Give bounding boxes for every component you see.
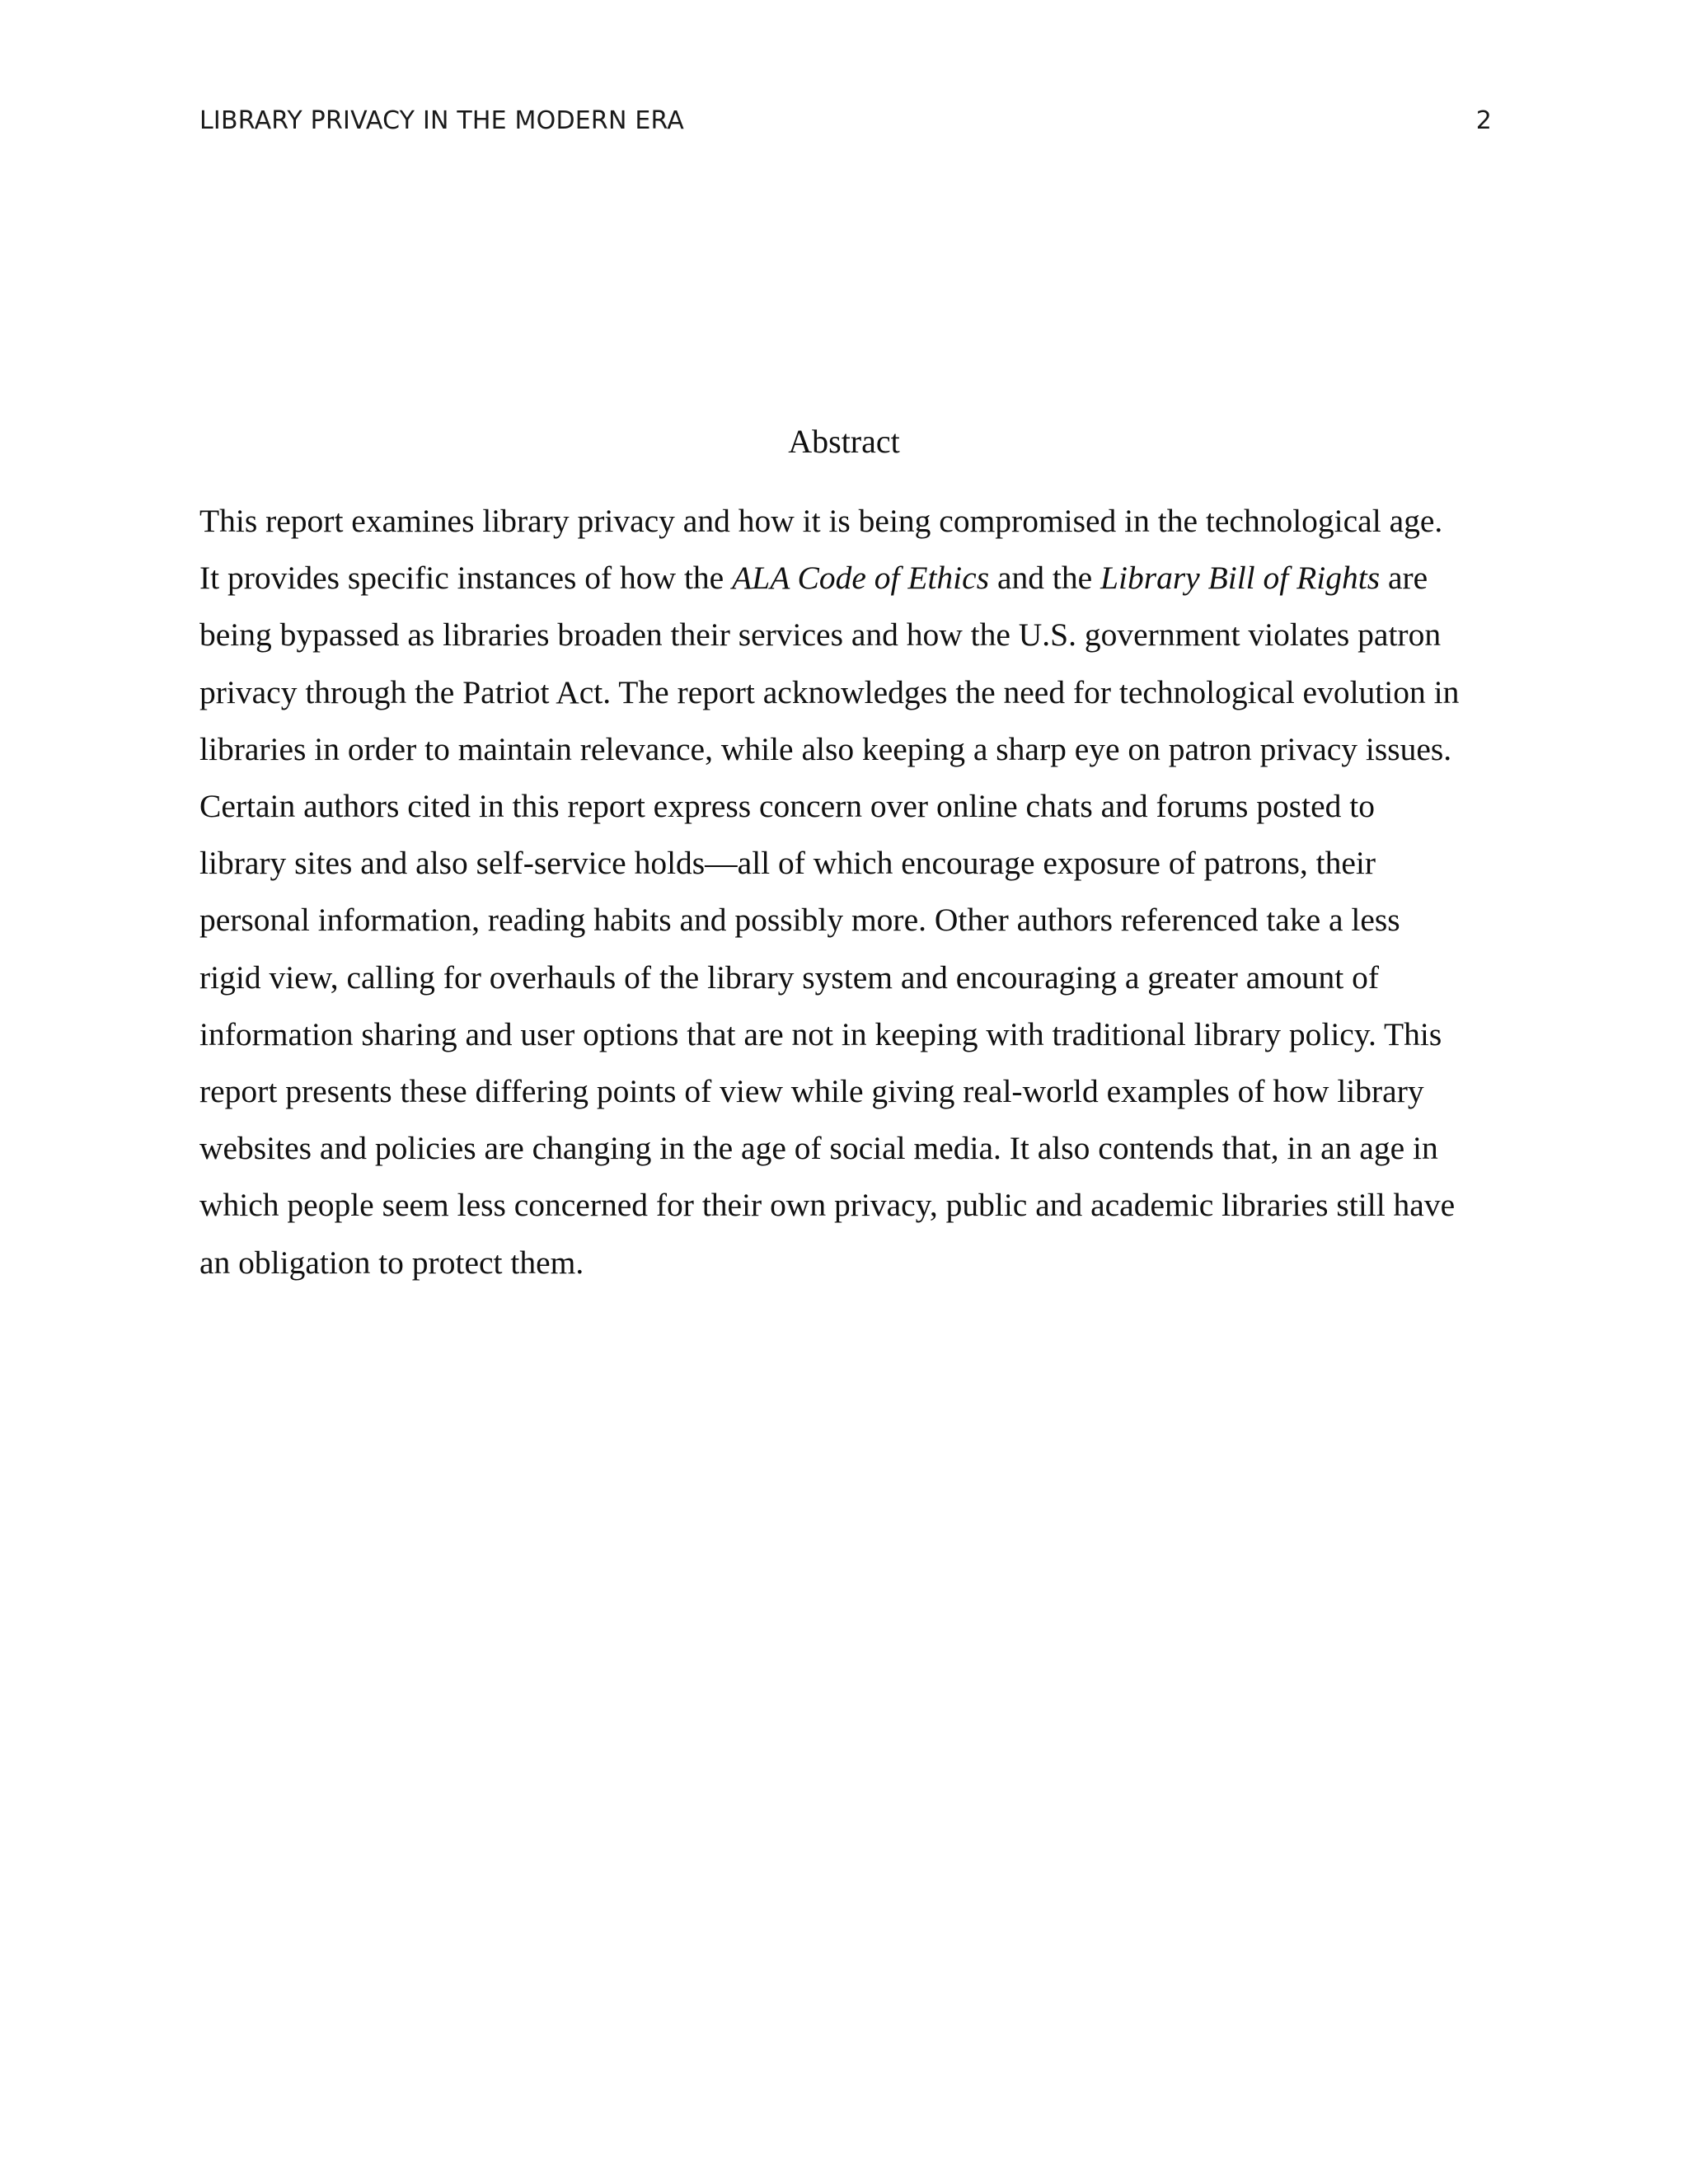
abstract-line: report presents these differing points of view while giving real-world examples of how library bbox=[199, 1073, 1424, 1110]
abstract-line: privacy through the Patriot Act. The report acknowledges the need for technological evolution in bbox=[199, 673, 1460, 710]
abstract-line: libraries in order to maintain relevance, while also keeping a sharp eye on patron privacy issues. bbox=[199, 730, 1452, 767]
abstract-body bbox=[199, 493, 1490, 1291]
abstract-line: library sites and also self-service holds—all of which encourage exposure of patrons, their bbox=[199, 845, 1376, 882]
abstract-line: information sharing and user options that are not in keeping with traditional library policy. This bbox=[199, 1015, 1442, 1052]
abstract-heading: Abstract bbox=[788, 423, 900, 460]
page-number: 2 bbox=[1475, 105, 1492, 135]
abstract-line: an obligation to protect them. bbox=[199, 1244, 584, 1281]
ala-code-of-ethics-title: ALA Code of Ethics bbox=[732, 560, 990, 597]
abstract-line: which people seem less concerned for their own privacy, public and academic libraries still have bbox=[199, 1187, 1456, 1224]
running-head bbox=[199, 101, 1492, 140]
abstract-line: This report examines library privacy and how it is being compromised in the technological age. bbox=[199, 503, 1443, 539]
abstract-line: Certain authors cited in this report express concern over online chats and forums posted to bbox=[199, 788, 1375, 825]
abstract-line: being bypassed as libraries broaden their services and how the U.S. government violates patron bbox=[199, 616, 1442, 654]
abstract-line: rigid view, calling for overhauls of the library system and encouraging a greater amount of bbox=[199, 958, 1380, 996]
running-title: LIBRARY PRIVACY IN THE MODERN ERA bbox=[199, 105, 685, 135]
abstract-line: It provides specific instances of how the ALA Code of Ethics and the Library Bill of Rights are bbox=[199, 560, 1428, 597]
abstract-line: websites and policies are changing in the age of social media. It also contends that, in an age in bbox=[199, 1130, 1438, 1167]
abstract-line: personal information, reading habits and possibly more. Other authors referenced take a less bbox=[199, 902, 1400, 939]
library-bill-of-rights-title: Library Bill of Rights bbox=[1100, 560, 1381, 597]
